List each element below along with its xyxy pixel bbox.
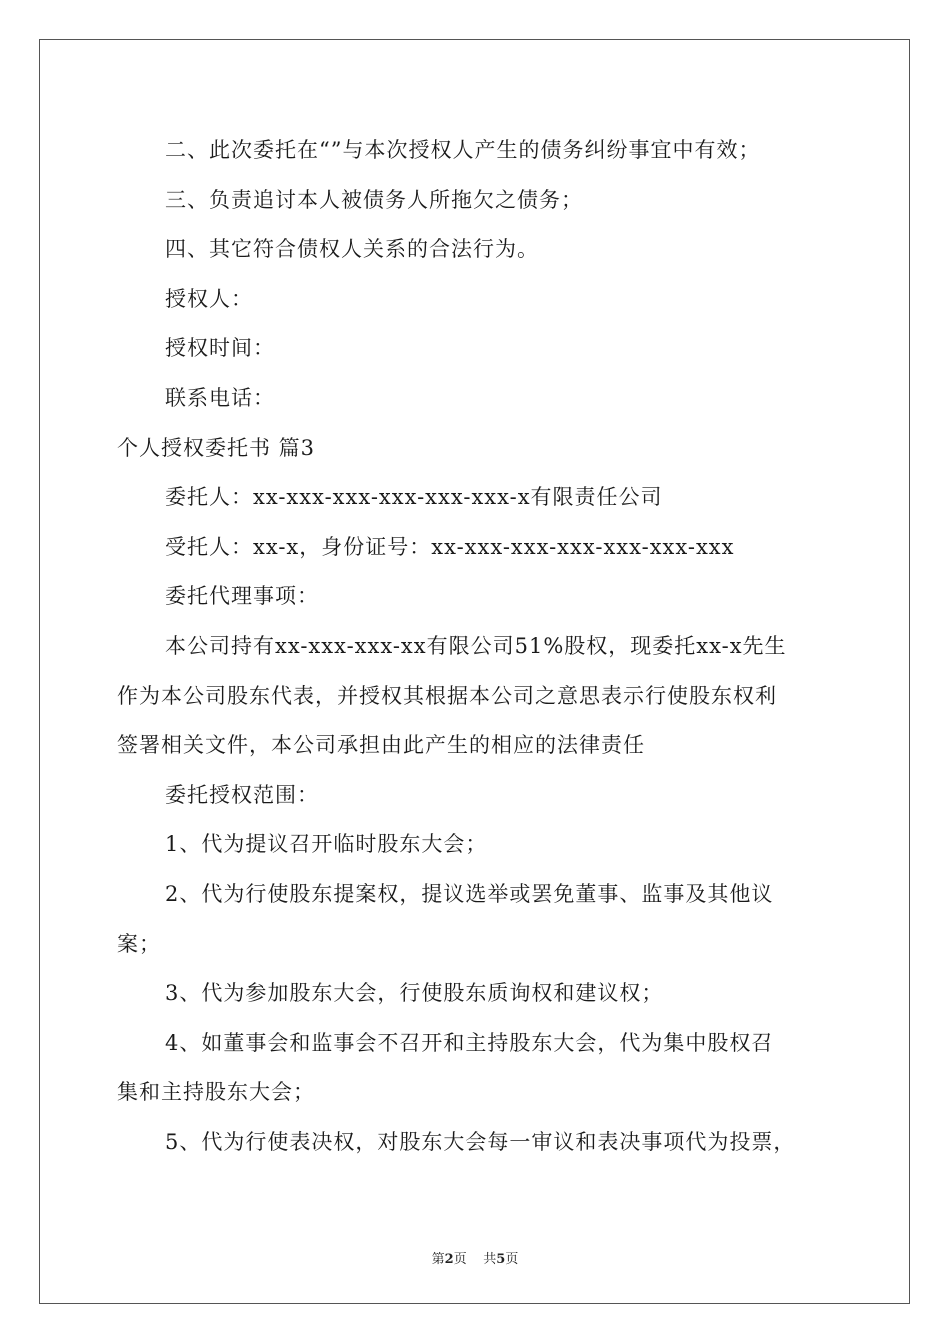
scope-item-2: 2、代为行使股东提案权，提议选举或罢免董事、监事及其他议	[165, 881, 774, 906]
clause-4: 四、其它符合债权人关系的合法行为。	[165, 237, 539, 262]
paragraph-line: 作为本公司股东代表，并授权其根据本公司之意思表示行使股东权利	[117, 683, 777, 708]
scope-heading: 委托授权范围：	[165, 782, 319, 807]
total-suffix: 页	[505, 1252, 519, 1267]
grant-time-label: 授权时间：	[165, 336, 275, 361]
scope-item-1: 1、代为提议召开临时股东大会；	[165, 832, 488, 857]
scope-item-5: 5、代为行使表决权，对股东大会每一审议和表决事项代为投票，	[165, 1129, 796, 1154]
page-prefix: 第	[431, 1252, 445, 1267]
paragraph-line: 签署相关文件，本公司承担由此产生的相应的法律责任	[117, 733, 645, 758]
document-body	[117, 126, 837, 1167]
page-footer	[0, 1248, 950, 1267]
scope-item-4-cont: 集和主持股东大会；	[117, 1080, 315, 1105]
paragraph-line: 本公司持有xx-xxx-xxx-xx有限公司51%股权，现委托xx-x先生	[165, 633, 787, 658]
principal-line: 委托人：xx-xxx-xxx-xxx-xxx-xxx-x有限责任公司	[165, 485, 663, 510]
scope-item-2-cont: 案；	[117, 931, 161, 956]
scope-item-3: 3、代为参加股东大会，行使股东质询权和建议权；	[165, 981, 664, 1006]
agent-line: 受托人：xx-x，身份证号：xx-xxx-xxx-xxx-xxx-xxx-xxx	[165, 534, 735, 559]
matters-heading: 委托代理事项：	[165, 584, 319, 609]
total-prefix: 共	[483, 1252, 497, 1267]
page-number: 2	[444, 1252, 454, 1267]
grantor-label: 授权人：	[165, 286, 253, 311]
clause-2: 二、此次委托在“”与本次授权人产生的债务纠纷事宜中有效；	[165, 138, 761, 162]
page-suffix: 页	[453, 1252, 467, 1267]
total-pages: 5	[496, 1252, 506, 1267]
phone-label: 联系电话：	[165, 385, 275, 410]
scope-item-4: 4、如董事会和监事会不召开和主持股东大会，代为集中股权召	[165, 1030, 774, 1055]
clause-3: 三、负责追讨本人被债务人所拖欠之债务；	[165, 187, 583, 212]
section-heading: 个人授权委托书 篇3	[117, 435, 316, 460]
